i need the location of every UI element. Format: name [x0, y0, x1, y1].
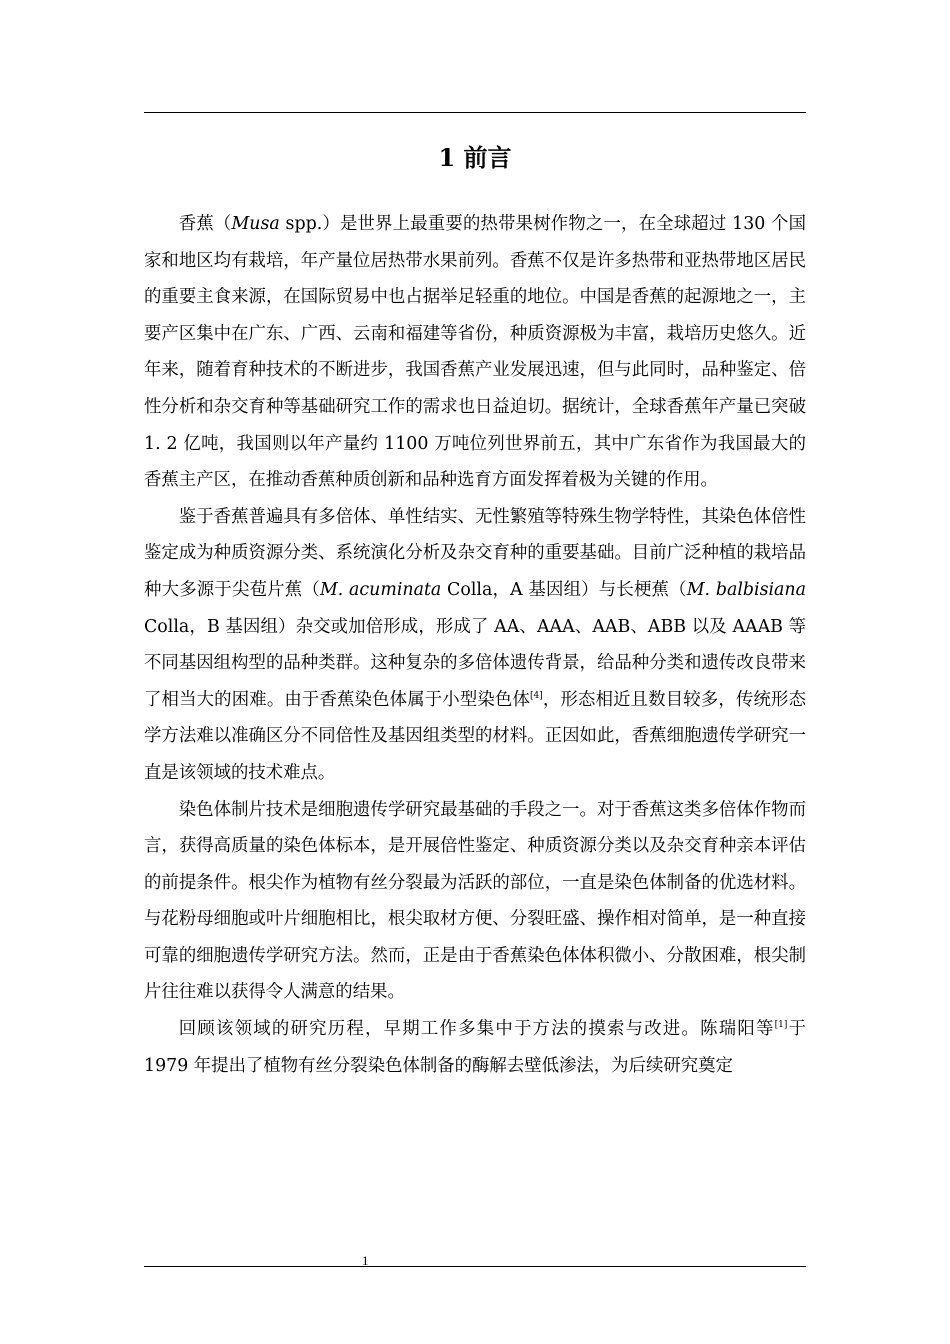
text-run: Colla，A 基因组）与长梗蕉（: [441, 579, 687, 600]
italic-term: M. acuminata: [319, 579, 442, 600]
section-title: 1 前言: [438, 143, 512, 172]
citation-mark: [1]: [774, 1020, 788, 1031]
paragraph: [144, 499, 806, 792]
text-run: ，形态相近且数目较多，传统形态学方法难以准确区分不同倍性及基因组类型的材料。正因如此，香蕉细胞遗传学研究一直是该领域的技术难点。: [144, 689, 806, 783]
text-run: 香蕉（: [178, 214, 232, 234]
italic-term: M. balbisiana: [686, 579, 806, 600]
citation-mark: [4]: [530, 690, 543, 701]
paragraph: [144, 206, 806, 499]
text-run: 回顾该领域的研究历程，早期工作多集中于方法的摸索与改进。陈瑞阳等: [178, 1019, 775, 1040]
text-run: Colla，B 基因组）杂交或加倍形成，形成了 AA、AAA、AAB、ABB 以及 AAAB 等不同基因组构型的品种类群。这种复杂的多倍体遗传背景，给品种分类和遗传改良带来了相当大的困难。由于香蕉染色体属于小型染色体: [144, 616, 806, 710]
text-run: spp.）是世界上最重要的热带果树作物之一，在全球超过 130 个国家和地区均有栽培，年产量位居热带水果前列。香蕉不仅是许多热带和亚热带地区居民的重要主食来源，在国际贸易中也占据举足轻重的地位。中国是香蕉的起源地之一，主要产区集中在广东、广西、云南和福建等省份，种质资源极为丰富，栽培历史悠久。近年来，随着育种技术的不断进步，我国香蕉产业发展迅速，但与此同时，品种鉴定、倍性分析和杂交育种等基础研究工作的需求也日益迫切。据统计，全球香蕉年产量已突破 1. 2 亿吨，我国则以年产量约 1100 万吨位列世界前五，其中广东省作为我国最大的香蕉主产区，在推动香蕉种质创新和品种选育方面发挥着极为关键的作用。: [144, 214, 806, 491]
text-run: 鉴于香蕉普遍具有多倍体、单性结实、无性繁殖等特殊生物学特性，其染色体倍性鉴定成为种质资源分类、系统演化分析及杂交育种的重要基础。目前广泛种植的栽培品种大多源于尖苞片蕉（: [144, 506, 806, 600]
paragraph: [144, 1011, 806, 1084]
italic-term: Musa: [231, 214, 280, 234]
text-run: 染色体制片技术是细胞遗传学研究最基础的手段之一。对于香蕉这类多倍体作物而言，获得高质量的染色体标本，是开展倍性鉴定、种质资源分类以及杂交育种亲本评估的前提条件。根尖作为植物有丝分裂最为活跃的部位，一直是染色体制备的优选材料。与花粉母细胞或叶片细胞相比，根尖取材方便、分裂旺盛、操作相对简单，是一种直接可靠的细胞遗传学研究方法。然而，正是由于香蕉染色体体积微小、分散困难，根尖制片往往难以获得令人满意的结果。: [144, 799, 806, 1003]
text-run: 于 1979 年提出了植物有丝分裂染色体制备的酶解去壁低渗法，为后续研究奠定: [144, 1019, 806, 1076]
paragraph: [144, 792, 806, 1012]
page-number: 1: [362, 1253, 369, 1268]
footer-rule: [144, 1266, 806, 1267]
header-rule: [144, 112, 806, 113]
body-text: [144, 206, 806, 1084]
